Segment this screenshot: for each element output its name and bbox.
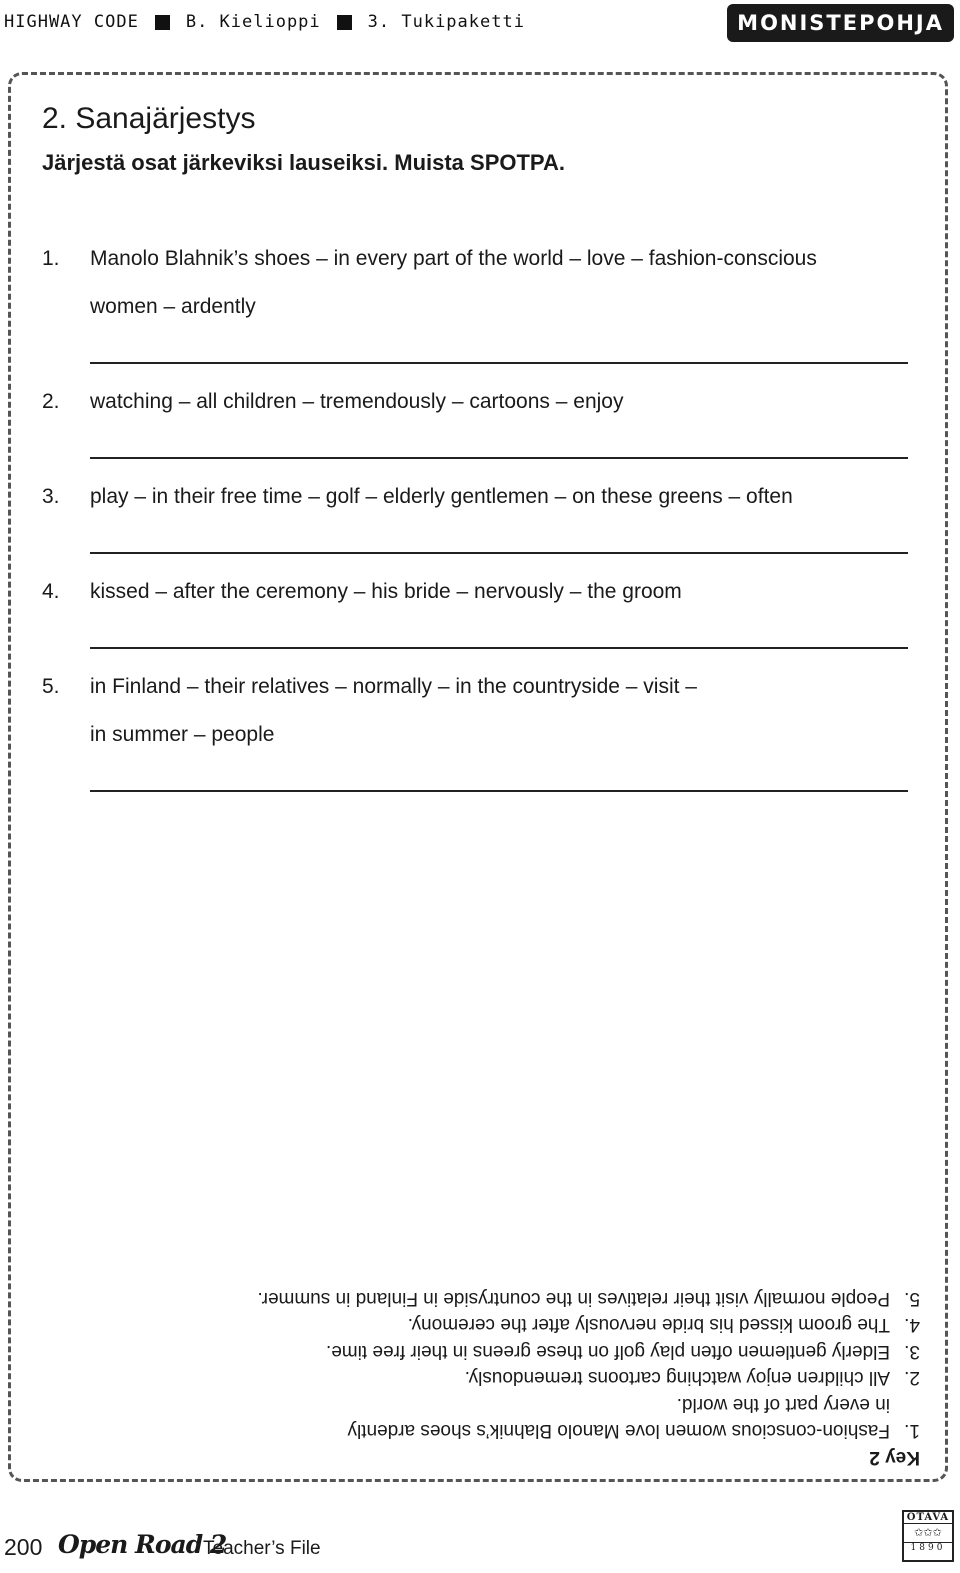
publisher-year: 1890: [904, 1542, 952, 1553]
item-number: 4.: [42, 580, 60, 603]
separator-square-icon: [337, 15, 352, 30]
exercise-title: 2. Sanajärjestys: [42, 102, 256, 135]
answer-text: All children enjoy watching cartoons tremendously.: [464, 1367, 890, 1389]
item-words: in summer – people: [90, 723, 275, 746]
answer-number: 2.: [904, 1367, 920, 1389]
answer-line[interactable]: [90, 457, 908, 459]
file-label: Teacher’s File: [203, 1538, 321, 1559]
answer-line[interactable]: [90, 790, 908, 792]
exercise-instruction: Järjestä osat järkeviksi lauseiksi. Muista SPOTPA.: [42, 150, 565, 175]
item-number: 5.: [42, 675, 60, 698]
answer-key-row: [150, 1391, 920, 1444]
item-number: 2.: [42, 390, 60, 413]
answer-key-row: [150, 1285, 920, 1312]
item-number: 3.: [42, 485, 60, 508]
item-words: Manolo Blahnik’s shoes – in every part of the world – love – fashion-conscious: [90, 247, 817, 270]
item-number: 1.: [42, 247, 60, 270]
page-header: [0, 0, 960, 48]
answer-text: People normally visit their relatives in the countryside in Finland in summer.: [257, 1288, 890, 1309]
answer-text: The groom kissed his bride nervously after the ceremony.: [407, 1314, 890, 1336]
answer-key-row: [150, 1338, 920, 1365]
page-footer: [0, 1512, 960, 1570]
answer-number: 4.: [904, 1314, 920, 1336]
breadcrumb-series: HIGHWAY CODE: [4, 12, 139, 32]
answer-key-title: Key 2: [869, 1447, 920, 1468]
answer-text: Fashion-conscious women love Manolo Blahnik’s shoes ardently: [347, 1420, 890, 1442]
book-logo: Open Road 2: [58, 1530, 227, 1559]
answer-number: 5.: [904, 1288, 920, 1309]
answer-key-row: [150, 1364, 920, 1391]
item-words: watching – all children – tremendously – cartoons – enjoy: [90, 390, 624, 413]
answer-line[interactable]: [90, 362, 908, 364]
item-words: play – in their free time – golf – elderly gentlemen – on these greens – often: [90, 485, 793, 508]
breadcrumb-section: B. Kielioppi: [185, 12, 321, 32]
document-type-badge: MONISTEPOHJA: [727, 4, 954, 42]
answer-text: in every part of the world.: [676, 1394, 890, 1415]
answer-text: Elderly gentlemen often play golf on these greens in their free time.: [326, 1341, 890, 1362]
answer-line[interactable]: [90, 552, 908, 554]
breadcrumb: [4, 12, 525, 32]
publisher-logo: [902, 1510, 954, 1562]
breadcrumb-package: 3. Tukipaketti: [367, 12, 525, 32]
item-words: kissed – after the ceremony – his bride – nervously – the groom: [90, 580, 682, 603]
item-words: in Finland – their relatives – normally – in the countryside – visit –: [90, 675, 697, 698]
answer-key-row: [150, 1311, 920, 1338]
star-icon: ✩✩✩: [914, 1526, 942, 1539]
answer-key: [150, 1280, 920, 1470]
answer-number: 1.: [904, 1420, 920, 1442]
page-number: 200: [4, 1534, 43, 1560]
separator-square-icon: [155, 15, 170, 30]
answer-number: 3.: [904, 1341, 920, 1362]
item-words: women – ardently: [90, 295, 256, 318]
answer-line[interactable]: [90, 647, 908, 649]
publisher-name: OTAVA: [904, 1512, 952, 1524]
